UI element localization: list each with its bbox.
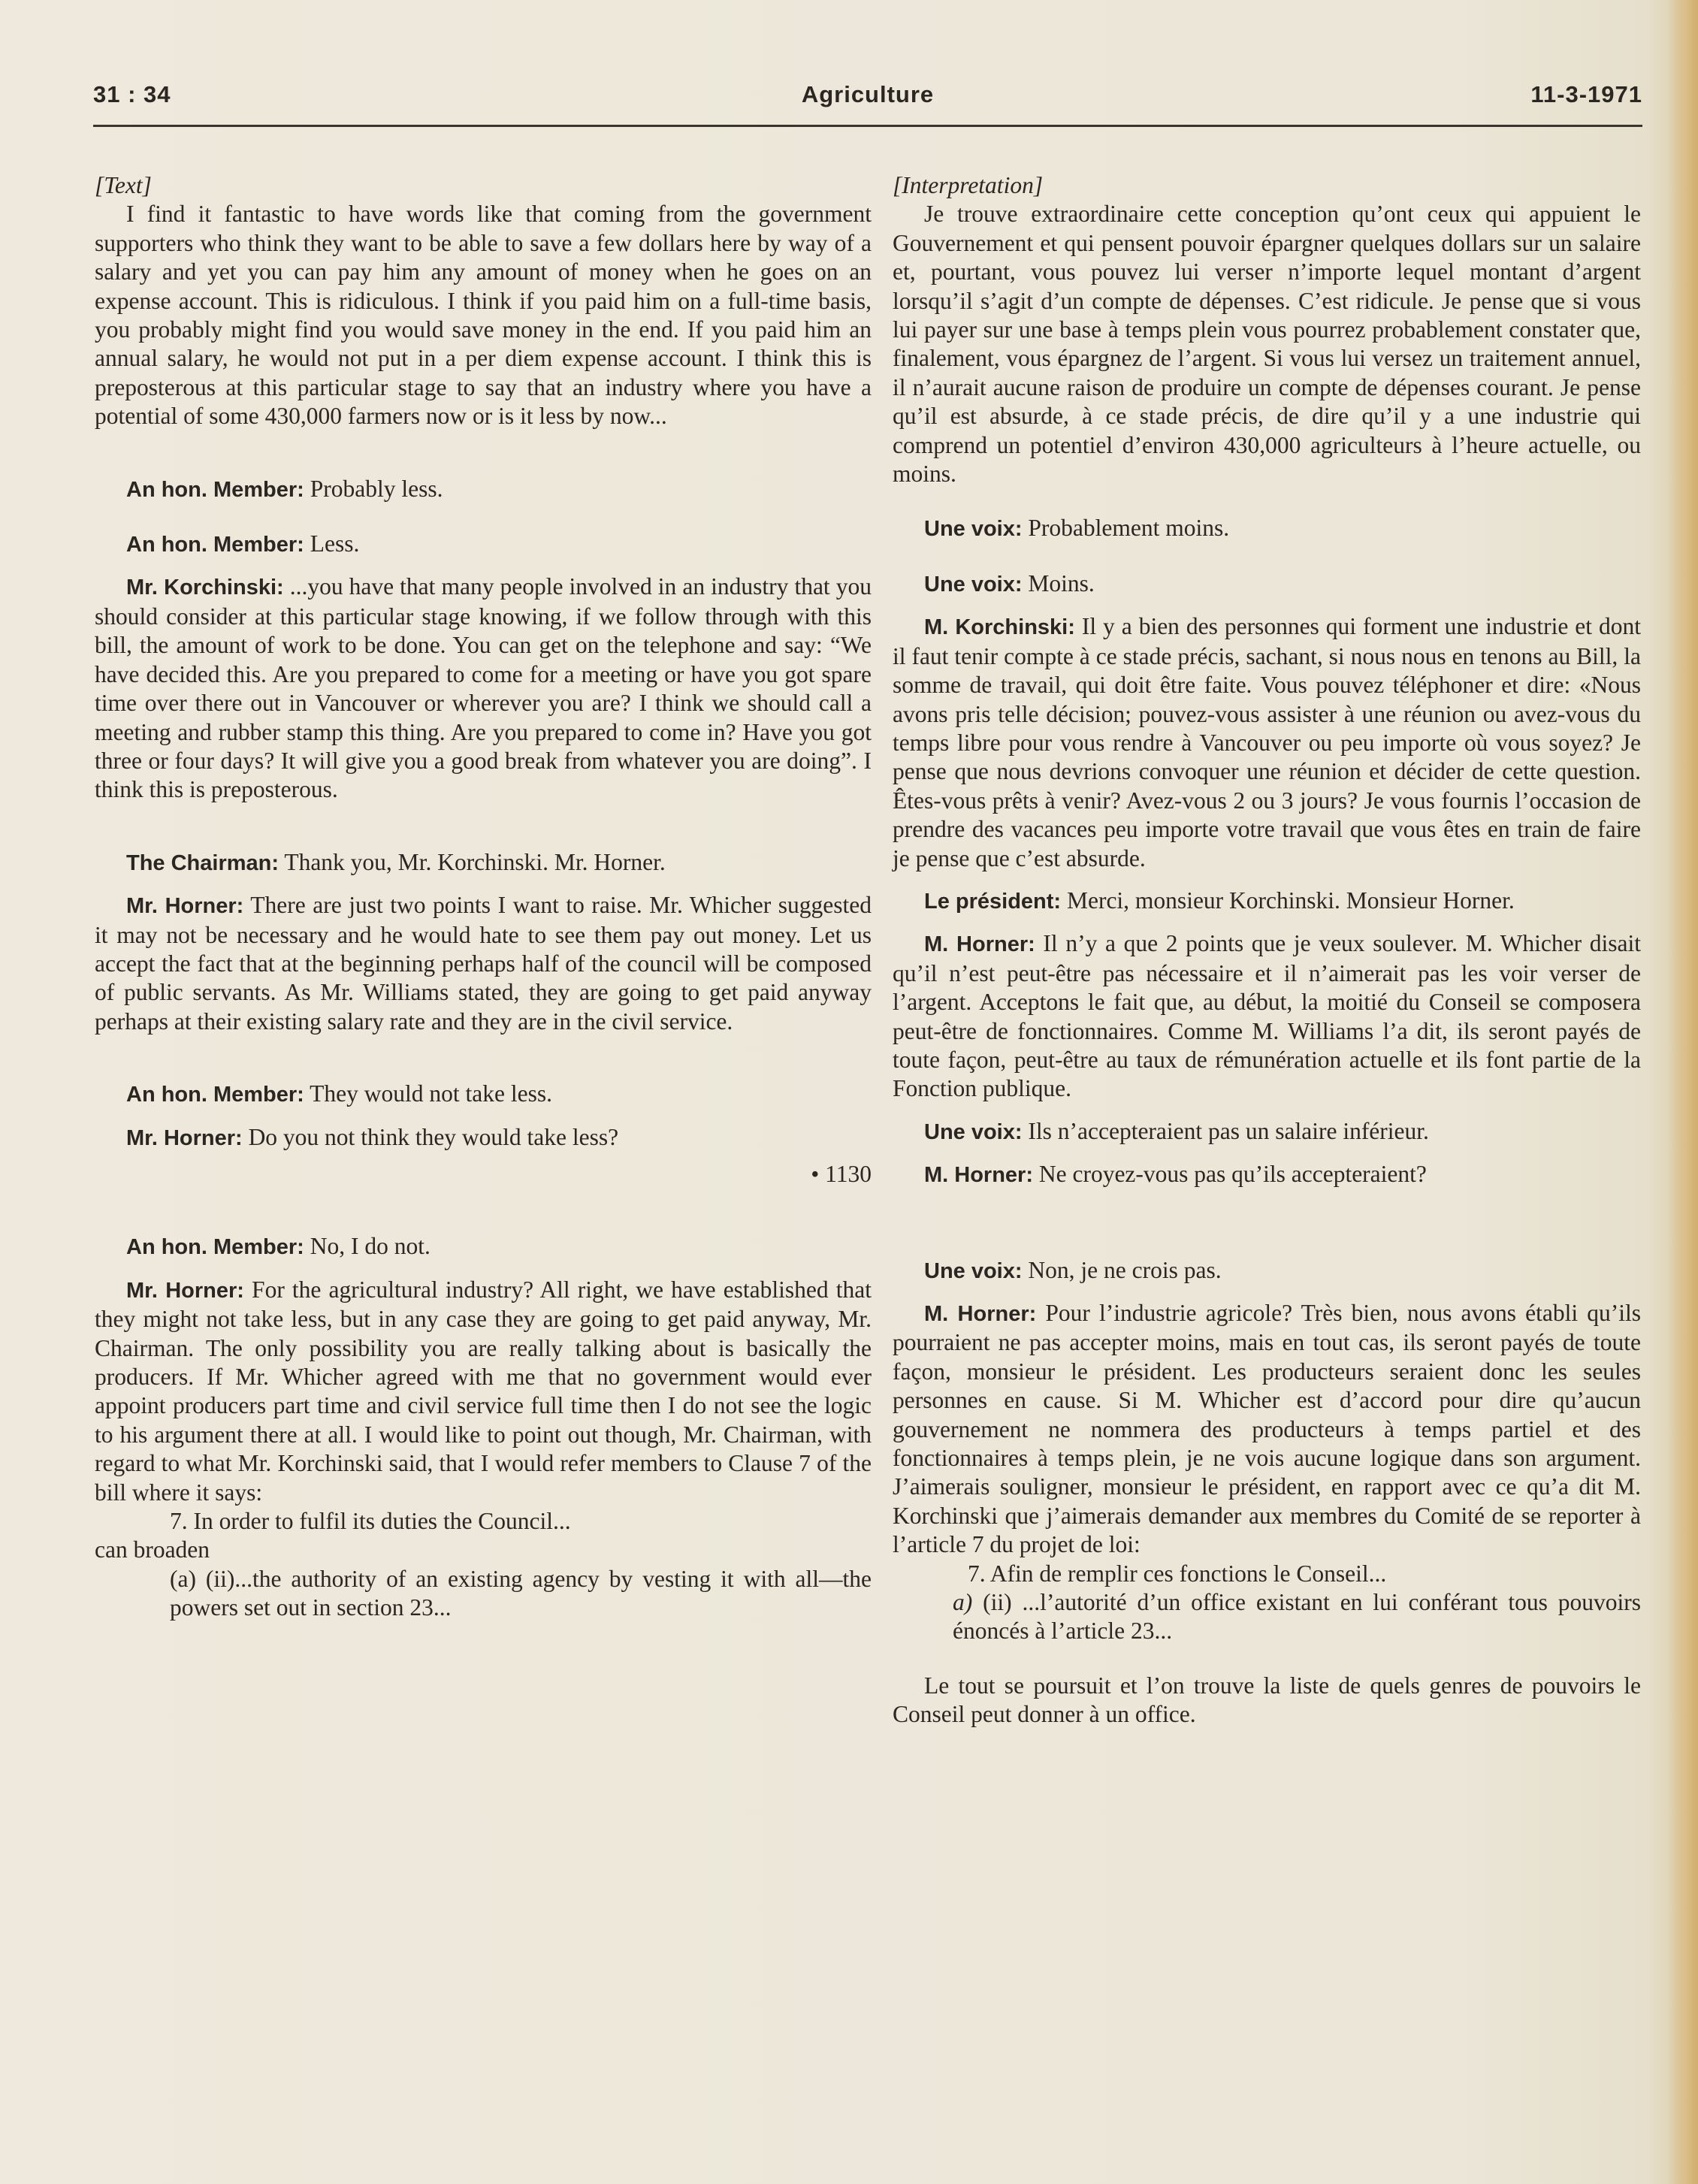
quoted-clause-7: 7. In order to fulfil its duties the Council... [170, 1508, 571, 1535]
speaker-name: M. Korchinski: [924, 615, 1075, 640]
speech-text: Ils n’accepteraient pas un salaire inférieur. [1022, 1117, 1429, 1144]
speaker-name: M. Horner: [924, 932, 1035, 957]
list-letter: a) [953, 1589, 973, 1616]
speech-text: Il n’y a que 2 points que je veux soulever. M. Whicher disait qu’il n’est peut-être pas nécessaire et il n’aimerait pas les voir verser de l’argent. Acceptons le fait que, au début, la moitié du Conseil se composera peut-être de fonctionnaires. Comme M. Williams l’a dit, ils seront payés de toute façon, peut-être au taux de rémunération actuelle et ils font partie de la Fonction publique. [893, 930, 1641, 1102]
speech-text: Probably less. [304, 475, 443, 502]
speaker-name: Mr. Horner: [126, 1125, 243, 1150]
speaker-name: An hon. Member: [126, 1235, 304, 1260]
speaker-name: Une voix: [924, 1119, 1023, 1144]
speaker-name: Une voix: [924, 517, 1023, 542]
speech-korchinski [893, 612, 1641, 873]
book-spine-shadow [1668, 0, 1698, 2184]
speech-hon-member-1 [95, 475, 872, 504]
speech-horner-2 [95, 1123, 872, 1152]
speech-une-voix-1 [893, 514, 1641, 543]
paragraph-closing: Le tout se poursuit et l’on trouve la liste de quels genres de pouvoirs le Conseil peut donner à un office. [893, 1672, 1641, 1728]
speech-text: Moins. [1022, 569, 1095, 597]
speaker-name: Mr. Horner: [126, 1278, 244, 1303]
french-column [893, 171, 1641, 1729]
paragraph-opening: I find it fantastic to have words like that coming from the government supporters who think they want to be able to save a few dollars here by way of a salary and yet you can pay him any amount of money when he goes on an expense account. This is ridiculous. I think if you paid him on a full-time basis, you probably might find you would save money in the end. If you paid him an annual salary, he would not put in a per diem expense account. I think this is preposterous at this particular stage to say that an industry where you have a potential of some 430,000 farmers now or is it less by now... [95, 201, 872, 430]
speaker-name: An hon. Member: [126, 533, 304, 557]
speaker-name: The Chairman: [126, 850, 279, 875]
speaker-name: M. Horner: [924, 1163, 1033, 1188]
speaker-name: Une voix: [924, 1258, 1023, 1283]
speaker-name: An hon. Member: [126, 477, 304, 502]
speech-text: Non, je ne crois pas. [1022, 1256, 1222, 1283]
section-label-interpretation: [Interpretation] [893, 172, 1044, 198]
quoted-text: (ii) ...l’autorité d’un office existant en lui conférant tous pouvoirs énoncés à l’article 23... [953, 1589, 1641, 1645]
speech-hon-member-3 [95, 1080, 872, 1109]
speech-text: Do you not think they would take less? [242, 1123, 619, 1150]
quoted-article-7: 7. Afin de remplir ces fonctions le Conseil... [968, 1560, 1387, 1587]
section-label-text: [Text] [95, 172, 152, 198]
speech-text: No, I do not. [304, 1233, 431, 1260]
speech-horner-2 [893, 1160, 1641, 1189]
speech-horner-3 [95, 1276, 872, 1507]
page-header [93, 78, 1642, 127]
speaker-name: M. Horner: [924, 1302, 1037, 1326]
speech-text: Probablement moins. [1022, 515, 1230, 542]
speech-text: Merci, monsieur Korchinski. Monsieur Horner. [1061, 887, 1515, 914]
speech-une-voix-2 [893, 569, 1641, 599]
speech-text: They would not take less. [304, 1080, 552, 1107]
speaker-name: Une voix: [924, 572, 1023, 597]
speech-text: Less. [304, 530, 360, 557]
speech-text: For the agricultural industry? All right, we have established that they might not take less, but in any case they are going to get paid anyway, Mr. Chairman. The only possibility you are really talking about is basically the producers. If Mr. Whicher agreed with me that no government would ever appoint producers part time and civil service full time then I do not see the logic to his argument there at all. I would like to point out though, Mr. Chairman, with regard to what Mr. Korchinski said, that I would refer members to Clause 7 of the bill where it says: [95, 1276, 872, 1506]
speech-text: ...you have that many people involved in an industry that you should consider at this particular stage knowing, if we follow through with this bill, the amount of work to be done. You can get on the telephone and say: “We have decided this. Are you prepared to come for a meeting or have you got spare time over there out in Vancouver or wherever you are? I think we should call a meeting and rubber stamp this thing. Are you prepared to come in? Have you got three or four days? It will give you a good break from whatever you are doing”. I think this is preposterous. [95, 573, 872, 803]
time-marker: • 1130 [811, 1160, 872, 1187]
speech-text: Il y a bien des personnes qui forment une industrie et dont il faut tenir compte à ce stade précis, sachant, si nous nous en tenons au Bill, la somme de travail, qui doit être faite. Vous pouvez téléphoner et dire: «Nous avons pris telle décision; pouvez-vous assister à une réunion ou avez-vous du temps libre pour vous rendre à Vancouver ou peu importe où vous soyez? Je pense que nous devrions convoquer une réunion et décider de cette question. Êtes-vous prêts à venir? Avez-vous 2 ou 3 jours? Je vous fournis l’occasion de prendre des vacances peu importe votre travail que vous êtes en train de faire je pense que c’est absurde. [893, 613, 1641, 871]
speech-chairman [95, 848, 872, 878]
speech-une-voix-4 [893, 1256, 1641, 1285]
paragraph-opening: Je trouve extraordinaire cette conception qu’ont ceux qui appuient le Gouvernement et qui pensent pouvoir épargner quelques dollars sur un salaire et, pourtant, vous pouvez lui verser n’importe lequel montant d’argent lorsqu’il s’agit d’un compte de dépenses. C’est ridicule. Je pense que si vous lui payer sur une base à temps plein vous pourrez probablement constater que, finalement, vous épargnez de l’argent. Si vous lui versez un traitement annuel, il n’aurait aucune raison de produire un compte de dépenses courant. Je pense qu’il est absurde, à ce stade précis, de dire qu’il y a une industrie qui comprend un potentiel d’environ 430,000 agriculteurs à l’heure actuelle, ou moins. [893, 201, 1641, 488]
speech-president [893, 887, 1641, 916]
quoted-article-7a [893, 1588, 1641, 1646]
header-title: Agriculture [801, 81, 935, 107]
speaker-name: Mr. Horner: [126, 894, 244, 919]
speech-text: Ne croyez-vous pas qu’ils accepteraient? [1033, 1161, 1427, 1188]
english-column [95, 171, 872, 1623]
speaker-name: An hon. Member: [126, 1083, 304, 1107]
quoted-clause-continuation: can broaden [95, 1536, 210, 1563]
speaker-name: Le président: [924, 889, 1062, 914]
speech-horner-3 [893, 1299, 1641, 1560]
speech-hon-member-4 [95, 1232, 872, 1261]
speech-horner-1 [893, 929, 1641, 1103]
speech-korchinski [95, 572, 872, 804]
speech-horner-1 [95, 891, 872, 1036]
speaker-name: Mr. Korchinski: [126, 575, 284, 600]
header-date: 11-3-1971 [1530, 81, 1642, 107]
speech-text: Thank you, Mr. Korchinski. Mr. Horner. [279, 848, 666, 875]
speech-text: There are just two points I want to raise. Mr. Whicher suggested it may not be necessary and he would hate to see them pay out money. Let us accept the fact that at the beginning perhaps half of the council will be composed of public servants. As Mr. Williams stated, they are going to get paid anyway perhaps at their existing salary rate and they are in the civil service. [95, 892, 872, 1035]
speech-text: Pour l’industrie agricole? Très bien, nous avons établi qu’ils pourraient ne pas accepter moins, mais en tout cas, ils seront payés de toute façon, monsieur le président. Les producteurs seraient donc les seules personnes en cause. Si M. Whicher est d’accord pour dire qu’aucun gouvernement ne nommera des producteurs à temps partiel et des fonctionnaires à temps plein, je ne vois aucune logique dans son argument. J’aimerais souligner, monsieur le président, en rapport avec ce qu’a dit M. Korchinski que j’aimerais demander aux membres du Comité de se reporter à l’article 7 du projet de loi: [893, 1300, 1641, 1558]
speech-une-voix-3 [893, 1117, 1641, 1146]
speech-hon-member-2 [95, 530, 872, 559]
header-page-number: 31 : 34 [93, 81, 171, 107]
quoted-clause-7a: (a) (ii)...the authority of an existing agency by vesting it with all—the powers set out in section 23... [170, 1565, 872, 1621]
